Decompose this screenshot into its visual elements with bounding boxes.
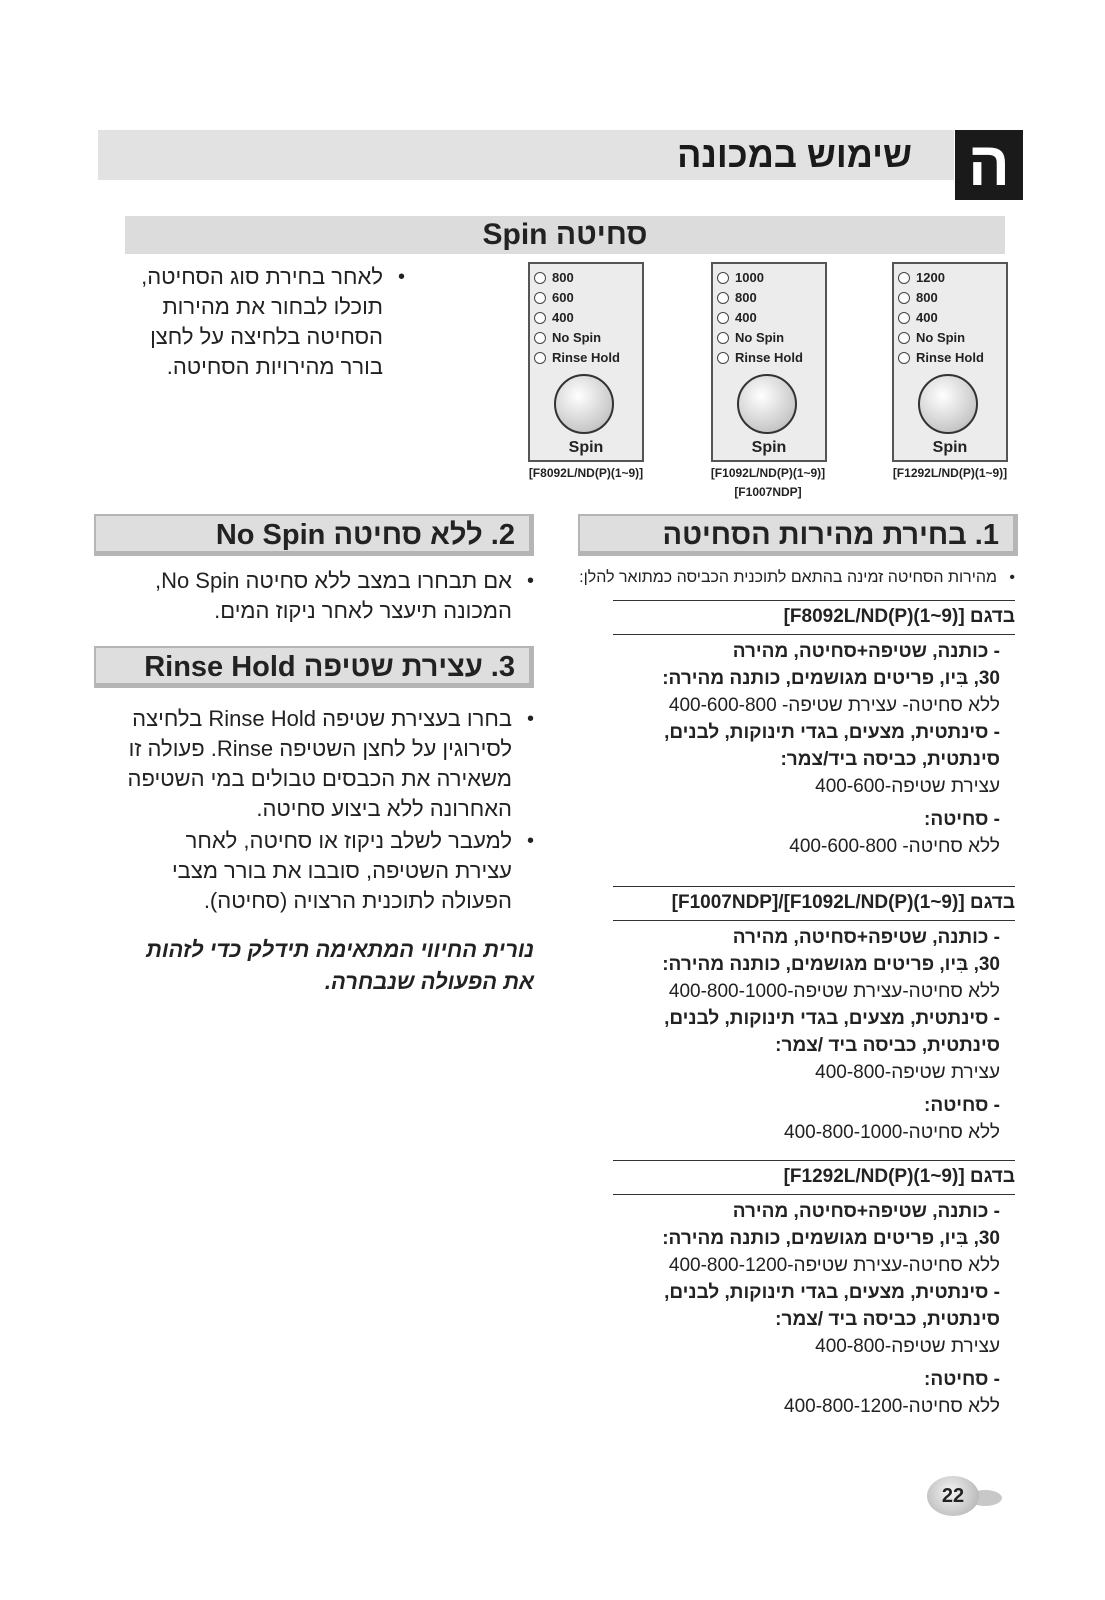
radio-indicator: [717, 292, 729, 304]
knob-label: Spin: [932, 439, 968, 456]
spin-knob-icon: [554, 374, 614, 434]
section3-bullet-2: [80, 826, 534, 916]
panel-model-label: [F8092L/ND(P)(1~9)]: [528, 466, 644, 480]
spec-line: ללא סחיטה- 400-600-800: [789, 836, 1000, 857]
spin-section-heading: סחיטה Spin: [125, 216, 1005, 254]
radio-indicator: [717, 352, 729, 364]
radio-indicator: [534, 352, 546, 364]
panel-option: Rinse Hold: [552, 350, 620, 365]
section3-line: עצירת השטיפה, סובבו את בורר מצבי: [171, 858, 512, 883]
section2-text: [94, 566, 534, 626]
bullet-icon: •: [526, 708, 534, 730]
panel-option: 800: [735, 290, 757, 305]
spec-line: סינתטית, כביסה ביד/צמר:: [780, 749, 1000, 770]
section3-line: הפעולה לתוכנית הרצויה (סחיטה).: [203, 888, 512, 913]
spec-line: - כותנה, שטיפה+סחיטה, מהירה: [732, 641, 1000, 662]
spec-line: - סחיטה:: [924, 1369, 1000, 1390]
section3-line: למעבר לשלב ניקוז או סחיטה, לאחר: [185, 828, 512, 853]
bullet-icon: •: [526, 830, 534, 852]
panel-option: No Spin: [552, 330, 602, 345]
panel-option: 1200: [916, 270, 945, 285]
spin-intro: [100, 262, 405, 382]
panel-model-label: [F1292L/ND(P)(1~9)]: [892, 466, 1008, 480]
panel-option: 600: [552, 290, 574, 305]
spec-line: ללא סחיטה- עצירת שטיפה- 400-600-800: [668, 695, 1000, 716]
spec-line: 30, בִּיו, פריטים מגושמים, כותנה מהירה:: [662, 1228, 1000, 1249]
page-number: 22: [927, 1476, 979, 1516]
intro-line: הסחיטה בלחיצה על לחצן: [150, 324, 383, 349]
model-spec-list: [600, 638, 1000, 860]
section2-line: המכונה תיעצר לאחר ניקוז המים.: [214, 598, 512, 623]
bullet-icon: •: [1009, 569, 1015, 586]
spec-line: ללא סחיטה-עצירת שטיפה-400-800-1200: [668, 1255, 1000, 1276]
radio-indicator: [717, 272, 729, 284]
radio-indicator: [898, 292, 910, 304]
section3-line: בחרו בעצירת שטיפה Rinse Hold בלחיצה: [132, 706, 512, 731]
knob-label: Spin: [568, 439, 604, 456]
note-line: נורית החיווי המתאימה תידלק כדי לזהות: [146, 937, 534, 962]
section3-line: האחרונה ללא ביצוע סחיטה.: [256, 796, 512, 821]
spec-line: - סינתטית, מצעים, בגדי תינוקות, לבנים,: [664, 722, 1000, 743]
radio-indicator: [534, 292, 546, 304]
panel-option: 800: [916, 290, 938, 305]
model-heading: בדגם [F8092L/ND(P)(1~9)]: [783, 606, 1015, 627]
divider: [613, 1194, 1015, 1195]
panel-option: No Spin: [735, 330, 785, 345]
model-spec-list: [600, 1198, 1000, 1420]
intro-line: תוכלו לבחור את מהירות: [162, 294, 383, 319]
spin-panel-f1292: [892, 262, 1008, 462]
spec-line: עצירת שטיפה-400-800: [815, 1336, 1000, 1357]
spin-panel-f1092: [711, 262, 827, 462]
panel-option: 1000: [735, 270, 764, 285]
model-heading: בדגם [F1292L/ND(P)(1~9)]: [783, 1166, 1015, 1187]
panel-model-label-2: [F1007NDP]: [734, 485, 802, 499]
spec-line: - כותנה, שטיפה+סחיטה, מהירה: [732, 927, 1000, 948]
spec-line: ללא סחיטה-400-800-1200: [784, 1396, 1000, 1417]
header-bar: [98, 130, 954, 180]
note-line: את הפעולה שנבחרה.: [324, 969, 534, 994]
spec-line: ללא סחיטה-עצירת שטיפה-400-800-1000: [668, 981, 1000, 1002]
radio-indicator: [534, 272, 546, 284]
spec-line: סינתטית, כביסה ביד /צמר:: [775, 1309, 1000, 1330]
divider: [613, 920, 1015, 921]
panel-option: Rinse Hold: [916, 350, 984, 365]
spec-line: 30, בִּיו, פריטים מגושמים, כותנה מהירה:: [662, 954, 1000, 975]
section3-line: משאירה את הכבסים טבולים במי השטיפה: [127, 766, 512, 791]
bullet-icon: •: [397, 266, 405, 288]
spec-line: 30, בִּיו, פריטים מגושמים, כותנה מהירה:: [662, 668, 1000, 689]
radio-indicator: [534, 312, 546, 324]
section2-line: אם תבחרו במצב ללא סחיטה No Spin,: [154, 568, 512, 593]
divider: [613, 1160, 1015, 1161]
panel-option: 800: [552, 270, 574, 285]
spec-line: עצירת שטיפה-400-600: [815, 776, 1000, 797]
panel-option: Rinse Hold: [735, 350, 803, 365]
spec-line: - כותנה, שטיפה+סחיטה, מהירה: [732, 1201, 1000, 1222]
spin-panel-f8092: [528, 262, 644, 462]
section1-intro-text: מהירות הסחיטה זמינה בהתאם לתוכנית הכביסה כמתואר להלן:: [579, 569, 997, 586]
spec-line: סינתטית, כביסה ביד /צמר:: [775, 1035, 1000, 1056]
divider: [613, 886, 1015, 887]
section3-line: לסירוגין על לחצן השטיפה Rinse. פעולה זו: [128, 736, 512, 761]
spec-line: עצירת שטיפה-400-800: [815, 1062, 1000, 1083]
spin-knob-icon: [737, 374, 797, 434]
spec-line: ללא סחיטה-400-800-1000: [784, 1122, 1000, 1143]
spec-line: - סינתטית, מצעים, בגדי תינוקות, לבנים,: [664, 1008, 1000, 1029]
spec-line: - סינתטית, מצעים, בגדי תינוקות, לבנים,: [664, 1282, 1000, 1303]
radio-indicator: [717, 312, 729, 324]
page-title: שימוש במכונה: [677, 134, 912, 175]
section3-bullet-1: [80, 704, 534, 824]
radio-indicator: [717, 332, 729, 344]
spec-line: - סחיטה:: [924, 1095, 1000, 1116]
panel-option: 400: [552, 310, 574, 325]
radio-indicator: [898, 272, 910, 284]
panel-model-label: [F1092L/ND(P)(1~9)]: [710, 466, 826, 480]
panel-option: 400: [916, 310, 938, 325]
model-heading: בדגם [F1092L/ND(P)(1~9)]/[F1007NDP]: [671, 892, 1015, 913]
section3-heading: 3. עצירת שטיפה Rinse Hold: [94, 646, 534, 688]
section2-heading: 2. ללא סחיטה No Spin: [94, 514, 534, 556]
spin-knob-icon: [918, 374, 978, 434]
knob-label: Spin: [751, 439, 787, 456]
section1-intro: [560, 566, 1015, 590]
chapter-badge: ה: [955, 130, 1023, 200]
model-spec-list: [600, 924, 1000, 1146]
intro-line: בורר מהירויות הסחיטה.: [166, 354, 383, 379]
section1-heading: 1. בחירת מהירות הסחיטה: [578, 514, 1018, 556]
panel-option: 400: [735, 310, 757, 325]
radio-indicator: [534, 332, 546, 344]
panel-option: No Spin: [916, 330, 966, 345]
divider: [613, 634, 1015, 635]
indicator-note: [90, 934, 534, 998]
radio-indicator: [898, 332, 910, 344]
radio-indicator: [898, 352, 910, 364]
intro-line: לאחר בחירת סוג הסחיטה,: [141, 264, 383, 289]
divider: [613, 600, 1015, 601]
radio-indicator: [898, 312, 910, 324]
spec-line: - סחיטה:: [924, 809, 1000, 830]
bullet-icon: •: [526, 570, 534, 592]
